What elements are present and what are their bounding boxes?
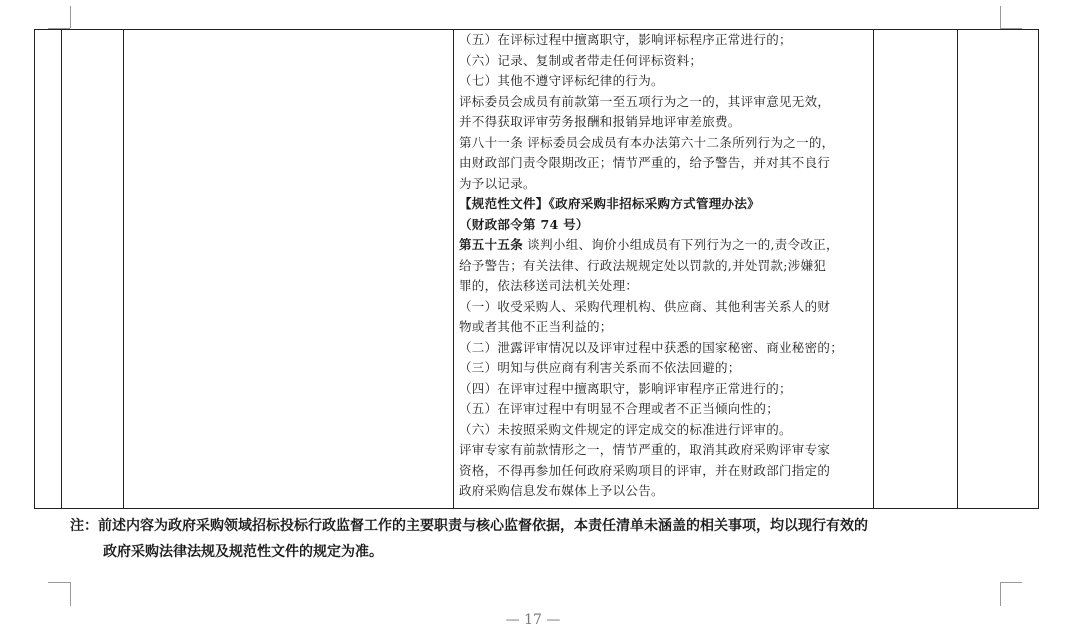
crop-mark-top-left [70,6,71,28]
footnote-line-1: 注：前述内容为政府采购领域招标投标行政监督工作的主要职责与核心监督依据，本责任清单未涵盖的相关事项，均以现行有效的 [70,518,868,534]
article-text: 谈判小组、询价小组成员有下列行为之一的,责令改正， [527,237,839,252]
cell-line: 评标委员会成员有前款第一至五项行为之一的，其评审意见无效， [459,93,831,109]
cell-line: 物或者其他不正当利益的； [459,319,613,334]
cell-line: （六）未按照采购文件规定的评定成交的标准进行评审的。 [459,421,792,437]
page-number: — 17 — [505,612,561,628]
table-column-divider [873,30,874,508]
table-column-divider [453,30,454,508]
crop-mark-bottom-right [1000,582,1001,606]
cell-line: 第八十一条 评标委员会成员有本办法第六十二条所列行为之一的， [459,134,835,150]
article-number: 第五十五条 [459,237,524,252]
crop-mark-bottom-right-h [1000,582,1022,583]
cell-line: 罪的，依法移送司法机关处理： [459,278,639,293]
table-column-divider [61,30,62,508]
cell-line: （七）其他不遵守评标纪律的行为。 [459,73,664,88]
cell-line: （三）明知与供应商有利害关系而不依法回避的； [459,360,741,375]
cell-line: 并不得获取评审劳务报酬和报销异地评审差旅费。 [459,114,741,129]
cell-line: （一）收受采购人、采购代理机构、供应商、其他利害关系人的财 [459,298,831,314]
footnote [70,513,1000,565]
cell-line: 资格，不得再参加任何政府采购项目的评审，并在财政部门指定的 [459,462,831,478]
regulation-number: （财政部令第 74 号） [459,216,589,232]
cell-line: （二）泄露评审情况以及评审过程中获悉的国家秘密、商业秘密的； [459,339,844,355]
footnote-line-2: 政府采购法律法规及规范性文件的规定为准。 [103,544,383,560]
cell-line: 给予警告；有关法律、行政法规规定处以罚款的,并处罚款;涉嫌犯 [459,257,827,273]
crop-mark-top-right [1000,6,1001,28]
cell-line: 由财政部门责令限期改正；情节严重的，给予警告，并对其不良行 [459,155,831,170]
table-column-divider [957,30,958,508]
cell-line: 评审专家有前款情形之一，情节严重的，取消其政府采购评审专家 [459,442,831,457]
basis-cell [459,30,871,502]
crop-mark-bottom-left [70,582,71,606]
cell-line: （六）记录、复制或者带走任何评标资料； [459,52,703,68]
cell-line: 政府采购信息发布媒体上予以公告。 [459,483,664,498]
regulation-heading: 【规范性文件】《政府采购非招标采购方式管理办法》 [459,196,760,211]
cell-line: 为予以记录。 [459,175,536,191]
cell-line: （五）在评标过程中擅离职守，影响评标程序正常进行的； [459,32,792,47]
crop-mark-bottom-left-h [48,582,70,583]
cell-line: （四）在评审过程中擅离职守，影响评审程序正常进行的； [459,380,792,396]
cell-line: （五）在评审过程中有明显不合理或者不正当倾向性的； [459,401,780,416]
responsibility-table [34,29,1039,509]
cell-line [459,235,871,256]
table-column-divider [123,30,124,508]
